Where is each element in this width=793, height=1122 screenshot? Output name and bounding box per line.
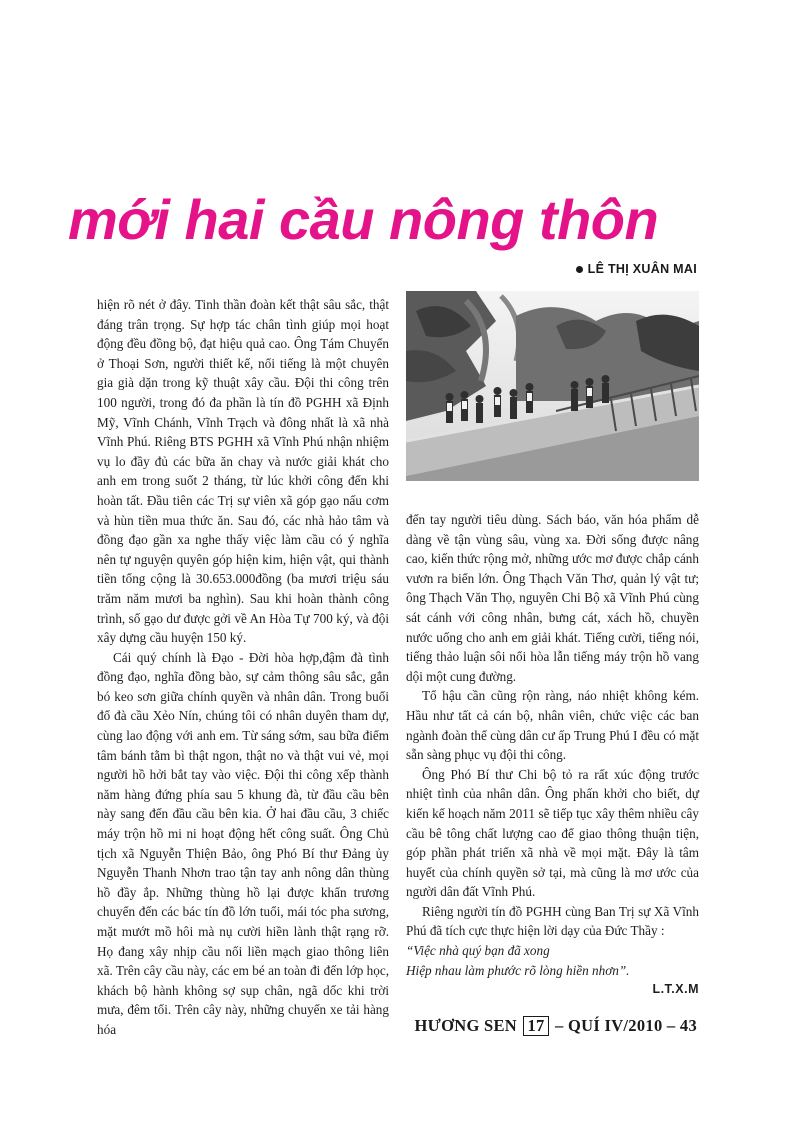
quote-line: “Việc nhà quý bạn đã xong <box>406 943 550 959</box>
issue-number: 17 <box>523 1016 548 1036</box>
paragraph: Ông Phó Bí thư Chi bộ tỏ ra rất xúc động trước nhiệt tình của nhân dân. Ông phấn khởi cho biết, dự kiến kế hoạch năm 2011 sẽ tiếp tục xây thêm nhiều cây cầu bê tông chất lượng cao để giao thông thuận tiện, góp phần phát triển xã nhà về mọi mặt. Đây là tâm huyết của chính quyền sở tại, mà cũng là mơ ước của người dân đất Vĩnh Phú. <box>406 766 699 900</box>
author-name: LÊ THỊ XUÂN MAI <box>587 262 697 276</box>
article-headline: mới hai cầu nông thôn <box>68 188 659 251</box>
bridge-photo <box>406 291 699 481</box>
period-and-page: – QUÍ IV/2010 – 43 <box>555 1016 697 1035</box>
photo-illustration <box>406 291 699 481</box>
bullet-icon <box>576 266 583 273</box>
article-byline <box>576 262 697 276</box>
paragraph: Riêng người tín đồ PGHH cùng Ban Trị sự Xã Vĩnh Phú đã tích cực thực hiện lời dạy của Đức Thầy : <box>406 903 699 939</box>
paragraph: Cái quý chính là Đạo - Đời hòa hợp,đậm đà tình đồng đạo, nghĩa đồng bào, sự cảm thông sâu sắc, gắn bó keo sơn giữa chính quyền và nhân dân. Trong buổi đổ đà cầu Xẻo Nín, chúng tôi có nhân duyên tham dự, cùng lao động với anh em. Từ sáng sớm, sau bữa điểm tâm bánh tằm bì thật ngon, thật no và thật vui vẻ, mọi người hồ hởi bắt tay vào việc. Đội thi công xếp thành năm hàng đứng phía sau 5 khung đà, từ đầu cầu bên này sang đến đầu cầu bên kia. Ở hai đầu cầu, 3 chiếc máy trộn hồ mi ni hoạt động hết công suất. Ông Chủ tịch xã Nguyễn Thiện Bảo, ông Phó Bí thư Đảng ủy Nguyễn Thanh Nhơn trao tận tay anh nông dân thùng hồ đầy ắp. Những thùng hồ lại được khẩn trương chuyển đến các bác tín đồ lớn tuổi, mái tóc pha sương, mặt mướt mồ hôi mà nụ cười hiền lành thật rạng rỡ. Họ đang xây nhịp cầu nối liền mạch giao thông liên xã. Trên cây cầu này, các em bé an toàn đi đến lớp học, khách bộ hành không sợ sụp chân, ngã dốc khi trời mưa, đêm tối. Trên cây này, những chuyến xe tải hàng hóa <box>97 649 389 1037</box>
paragraph: Tổ hậu cần cũng rộn ràng, náo nhiệt không kém. Hầu như tất cả cán bộ, nhân viên, chức việc các ban ngành đoàn thể cùng dân cư ấp Trung Phú I đều có mặt sẵn sàng phục vụ đội thi công. <box>406 688 699 763</box>
left-column <box>97 295 389 1040</box>
magazine-name: HƯƠNG SEN <box>414 1016 518 1035</box>
right-column <box>406 510 699 1000</box>
signature: L.T.X.M <box>652 982 699 997</box>
paragraph: đến tay người tiêu dùng. Sách báo, văn hóa phẩm dễ dàng về tận vùng sâu, vùng xa. Đời sống được nâng cao, kiến thức rộng mở, những ước mơ được chắp cánh vươn ra biển lớn. Ông Thạch Văn Thơ, quản lý vật tư; ông Thạch Văn Thọ, nguyên Chi Bộ xã Vĩnh Phú cùng sát cánh với công nhân, bưng cát, xách hồ, chuyền nước uống cho anh em giải khát. Tiếng cười, tiếng nói, tiếng thảo luận sôi nổi hòa lẫn tiếng máy trộn hồ vang dội một cung đường. <box>406 512 699 684</box>
quote-line: Hiệp nhau làm phước rõ lòng hiền nhơn”. <box>406 962 630 978</box>
page-footer <box>415 1016 697 1036</box>
paragraph: hiện rõ nét ở đây. Tinh thần đoàn kết thật sâu sắc, thật đáng trân trọng. Sự hợp tác chân tình giúp mọi hoạt động đều đồng bộ, đạt hiệu quả cao. Ông Tám Chuyển ở Thoại Sơn, người thiết kế, nổi tiếng là một chuyên gia già dặn trong kỹ thuật xây cầu. Đội thi công trên 100 người, trong đó đa phần là tín đồ PGHH xã Định Mỹ, Vĩnh Chánh, Vĩnh Trạch và đông nhất là xã nhà Vĩnh Phú. Riêng BTS PGHH xã Vĩnh Phú nhận nhiệm vụ lo đầy đủ các bữa ăn chay và nước giải khát cho anh em trong suốt 2 tháng, từ lúc khởi công đến khi hoàn tất. Đầu tiên các Trị sự viên xã góp gạo nấu cơm và hùn tiền mua thức ăn. Sau đó, các nhà hảo tâm và đồng đạo gần xa nghe thấy việc làm cầu có ý nghĩa nên tự nguyện quyên góp hiện kim, hiện vật, qui thành tiền tổng cộng là 30.653.000đồng (ba mươi triệu sáu trăm năm mươi ba nghìn). Sau khi hoàn thành công trình, số gạo dư được gởi về An Hòa Tự 700 ký, và đội xây dựng cầu huyện 150 ký. <box>97 297 389 646</box>
